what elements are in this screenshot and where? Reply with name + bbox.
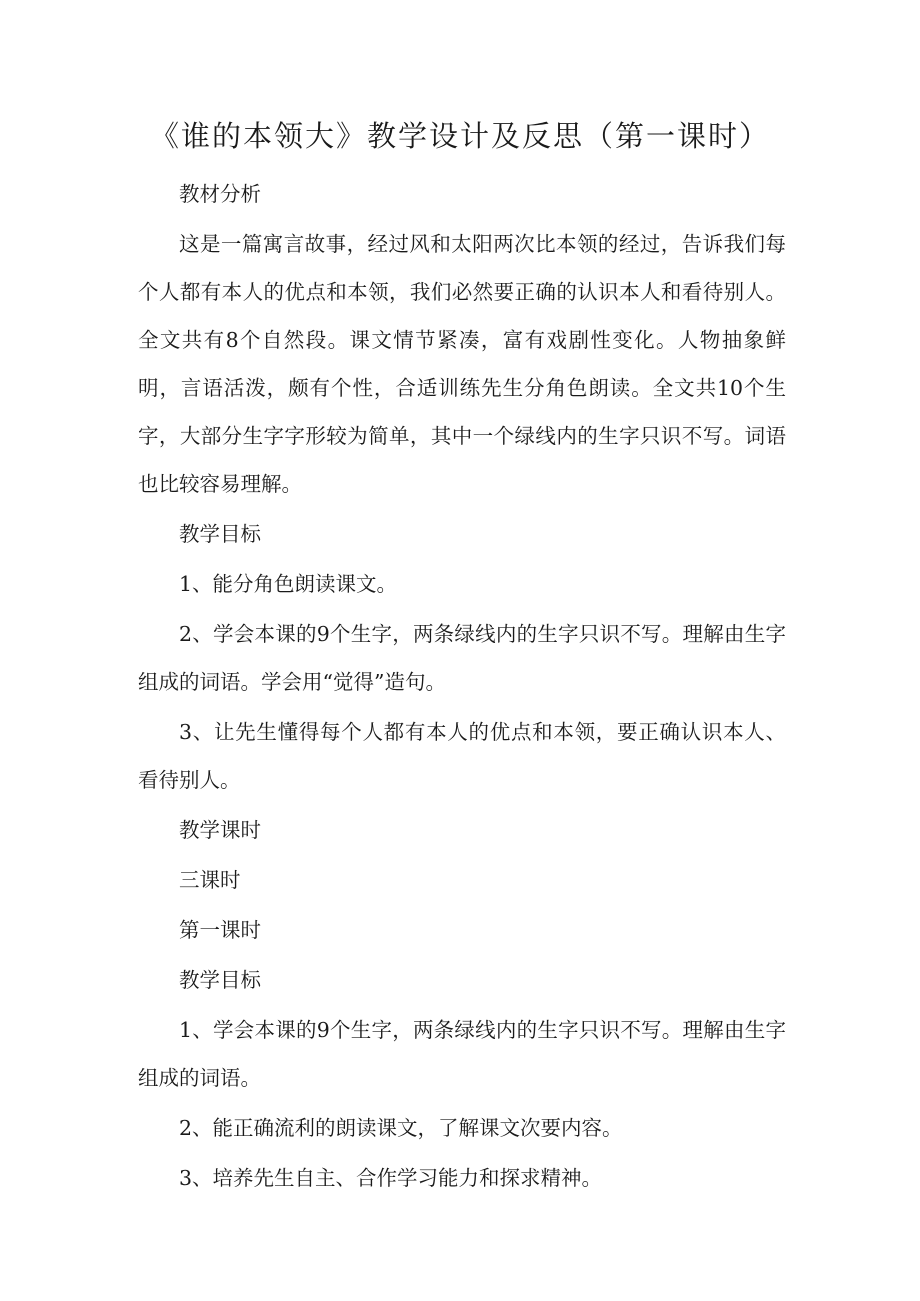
goal-item-3: 3、让先生懂得每个人都有本人的优点和本领，要正确认识本人、看待别人。 [138, 720, 786, 792]
section-heading-first-lesson-goals: 教学目标 [179, 968, 261, 992]
section-heading-teaching-goals: 教学目标 [179, 522, 261, 546]
first-lesson-goal-item-1: 1、学会本课的9个生字，两条绿线内的生字只识不写。理解由生字组成的词语。 [138, 1018, 786, 1090]
goal-item-1: 1、能分角色朗读课文。 [179, 572, 398, 596]
first-lesson-goal-item-2: 2、能正确流利的朗读课文，了解课文次要内容。 [179, 1116, 623, 1140]
goal-item-2: 2、学会本课的9个生字，两条绿线内的生字只识不写。理解由生字组成的词语。学会用“觉得”造句。 [138, 622, 786, 694]
section-heading-lesson-hours: 教学课时 [179, 818, 261, 842]
document-body [138, 170, 786, 1202]
first-lesson-goal-item-3: 3、培养先生自主、合作学习能力和探求精神。 [179, 1166, 603, 1190]
lesson-hours-value: 三课时 [179, 868, 241, 892]
section-heading-material-analysis: 教材分析 [179, 182, 261, 206]
paragraph-material-analysis: 这是一篇寓言故事，经过风和太阳两次比本领的经过，告诉我们每个人都有本人的优点和本领，我们必然要正确的认识本人和看待别人。全文共有8个自然段。课文情节紧凑，富有戏剧性变化。人物抽象鲜明，言语活泼，颇有个性，合适训练先生分角色朗读。全文共10个生字，大部分生字字形较为简单，其中一个绿线内的生字只识不写。词语也比较容易理解。 [138, 232, 786, 496]
document-title: 《谁的本领大》教学设计及反思（第一课时） [149, 119, 770, 153]
section-heading-first-lesson: 第一课时 [179, 918, 261, 942]
